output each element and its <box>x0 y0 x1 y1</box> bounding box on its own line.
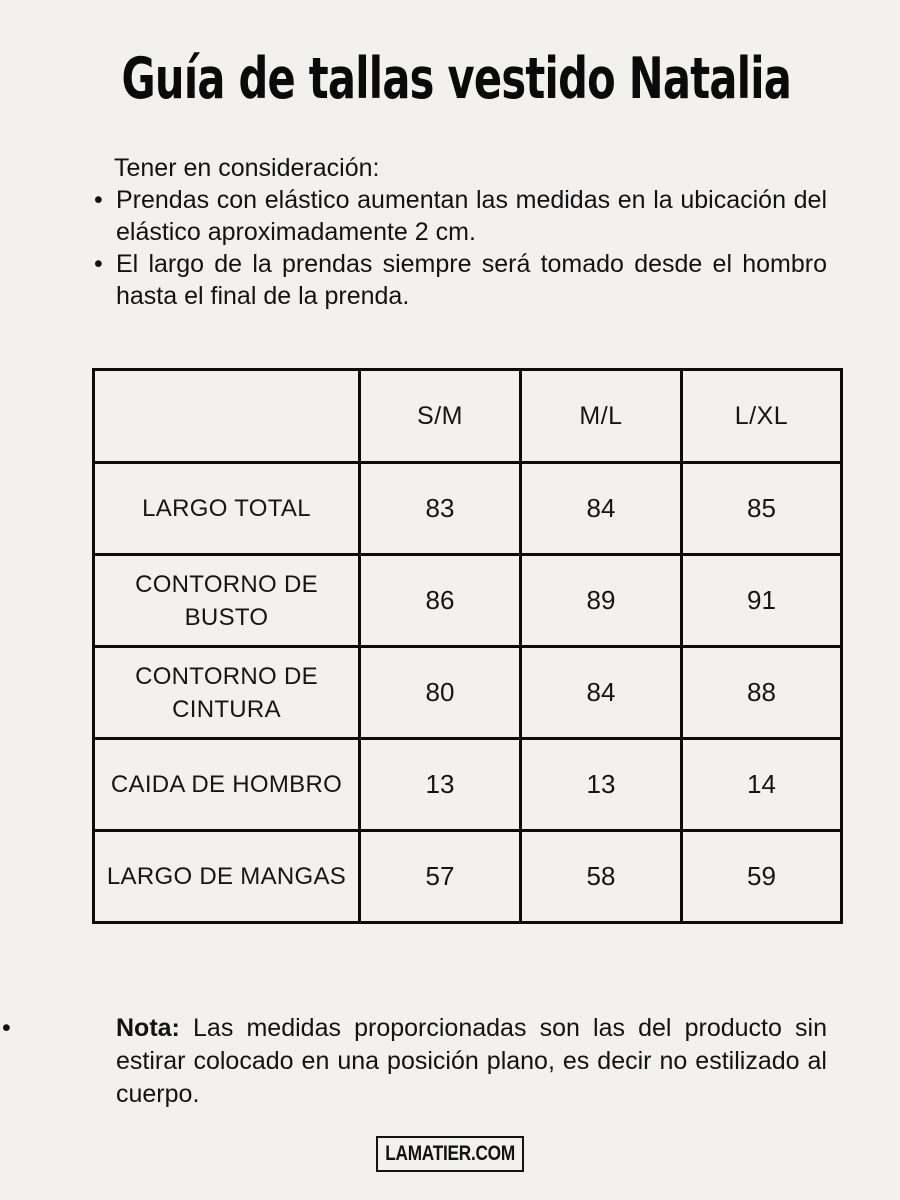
cell-value: 13 <box>521 739 682 831</box>
cell-value: 14 <box>682 739 842 831</box>
cell-value: 85 <box>682 463 842 555</box>
cell-value: 13 <box>360 739 521 831</box>
note-text: Las medidas proporcionadas son las del producto sin estirar colocado en una posición plano, es decir no estilizado al cuerpo. <box>116 1014 827 1108</box>
cell-value: 59 <box>682 831 842 923</box>
column-header: S/M <box>360 370 521 463</box>
row-label: CONTORNO DE CINTURA <box>94 647 360 739</box>
brand-badge <box>376 1136 524 1172</box>
row-label: LARGO TOTAL <box>94 463 360 555</box>
column-header: M/L <box>521 370 682 463</box>
note-label: Nota: <box>116 1014 180 1042</box>
column-header: L/XL <box>682 370 842 463</box>
cell-value: 84 <box>521 647 682 739</box>
cell-value: 91 <box>682 555 842 647</box>
table-row <box>94 647 842 739</box>
page-title: Guía de tallas vestido Natalia <box>121 46 792 112</box>
note-item <box>92 1012 827 1111</box>
table-row <box>94 831 842 923</box>
bullet-item: • Prendas con elástico aumentan las medidas en la ubicación del elástico aproximadamente 2 cm. <box>92 184 827 248</box>
cell-value: 84 <box>521 463 682 555</box>
cell-value: 88 <box>682 647 842 739</box>
row-label: CONTORNO DE BUSTO <box>94 555 360 647</box>
cell-value: 89 <box>521 555 682 647</box>
table-row <box>94 463 842 555</box>
corner-cell <box>94 370 360 463</box>
cell-value: 80 <box>360 647 521 739</box>
cell-value: 86 <box>360 555 521 647</box>
row-label: LARGO DE MANGAS <box>94 831 360 923</box>
table-row <box>94 555 842 647</box>
size-table <box>92 368 843 924</box>
table-row <box>94 739 842 831</box>
cell-value: 57 <box>360 831 521 923</box>
cell-value: 58 <box>521 831 682 923</box>
intro-heading: Tener en consideración: <box>114 154 380 182</box>
row-label: CAIDA DE HOMBRO <box>94 739 360 831</box>
size-table-header-row <box>94 370 842 463</box>
brand-label: LAMATIER.COM <box>385 1142 515 1165</box>
size-table-body <box>94 463 842 923</box>
cell-value: 83 <box>360 463 521 555</box>
bullet-item: • El largo de la prendas siempre será tomado desde el hombro hasta el final de la prenda. <box>92 248 827 312</box>
bullet-list <box>92 184 827 312</box>
